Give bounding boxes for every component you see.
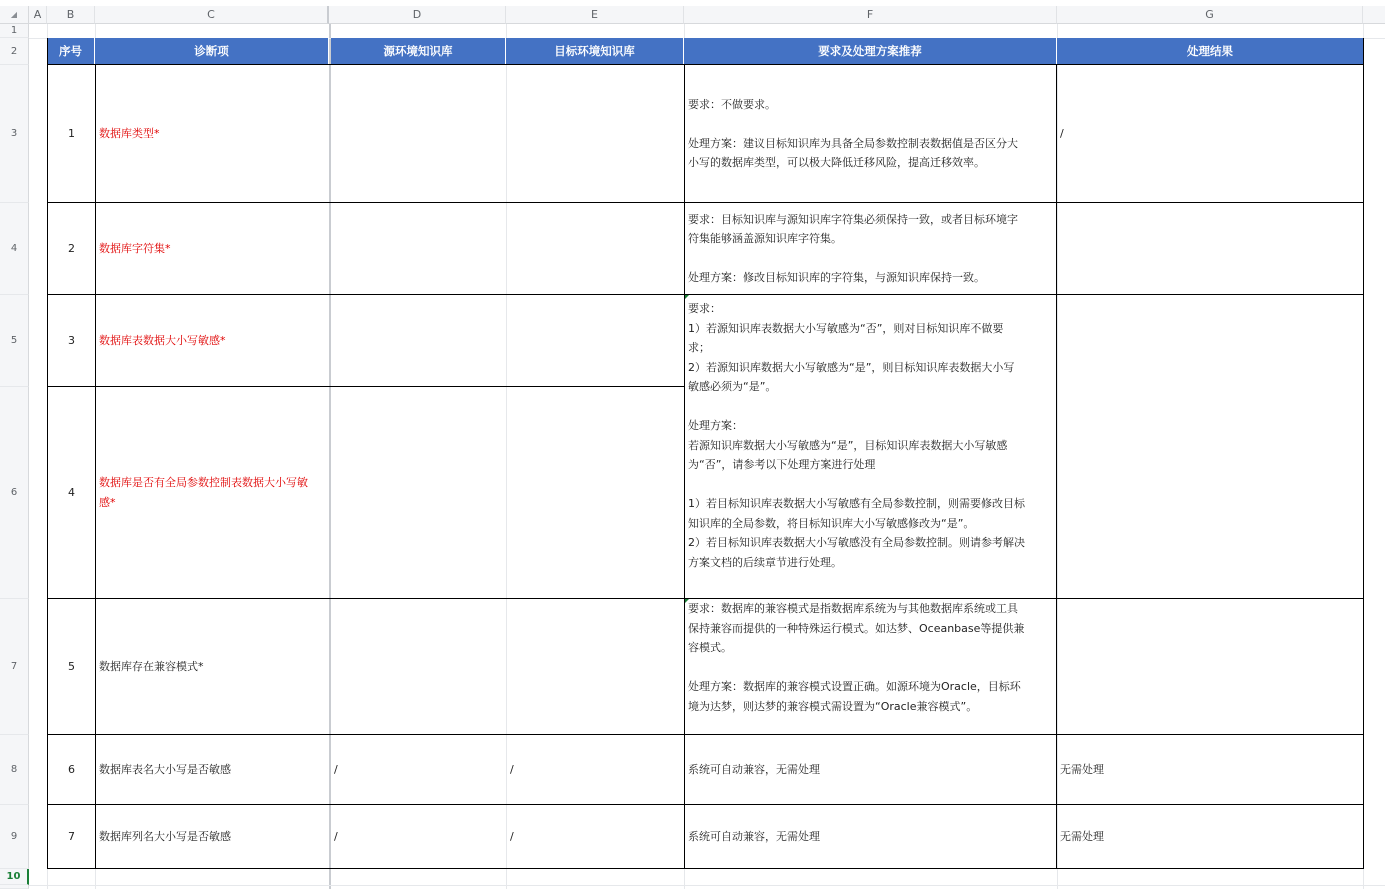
cell-seq-5[interactable]: 5 (68, 659, 75, 673)
header-requirement: 要求及处理方案推荐 (684, 38, 1057, 64)
cell-seq-7[interactable]: 7 (68, 829, 75, 843)
row-header-8[interactable]: 8 (0, 735, 29, 805)
row-header-11 (0, 885, 29, 889)
cell-requirement-6[interactable]: 系统可自动兼容，无需处理 (688, 762, 820, 776)
cell-source-6[interactable]: / (334, 762, 338, 776)
row-header-2[interactable]: 2 (0, 38, 29, 65)
cell-item-2[interactable]: 数据库字符集* (99, 241, 171, 255)
header-result: 处理结果 (1057, 38, 1363, 64)
cell-target-4[interactable] (507, 387, 684, 598)
cell-seq-2[interactable]: 2 (68, 241, 75, 255)
cell-source-7[interactable]: / (334, 829, 338, 843)
cell-source-1[interactable] (331, 65, 506, 202)
cell-requirement-2[interactable]: 要求：目标知识库与源知识库字符集必须保持一致，或者目标环境字 符集能够涵盖源知识库字符集。 处理方案：修改目标知识库的字符集，与源知识库保持一致。 (688, 212, 1018, 284)
cell-source-4[interactable] (331, 387, 506, 598)
row-header-7[interactable]: 7 (0, 599, 29, 735)
cell-item-4[interactable]: 数据库是否有全局参数控制表数据大小写敏 感* (99, 476, 308, 509)
grid-line (29, 885, 1385, 886)
cell-target-1[interactable] (507, 65, 684, 202)
col-header-a[interactable]: A (29, 6, 47, 24)
cell-result-5[interactable] (1057, 599, 1363, 734)
cell-item-7[interactable]: 数据库列名大小写是否敏感 (99, 829, 231, 843)
row-header-6[interactable]: 6 (0, 387, 29, 599)
col-header-f[interactable]: F (684, 6, 1057, 24)
cell-requirement-3-4[interactable]: 要求： 1）若源知识库表数据大小写敏感为“否”，则对目标知识库不做要 求； 2）若源知识库数据大小写敏感为“是”，则目标知识库表数据大小写 敏感必须为“是”。 处理方案： 若源知识库数据大小写敏感为“是”，目标知识库表数据大小写敏感 为“否”，请参考以下处理方案进行处理 1）若目标知识库表数据大小写敏感有全局参数控制，则需要修改目标 知识库的全局参数，将目标知识库大小写敏感修改为“是”。 2）若目标知识库表数据大小写敏感没有全局参数控制。则请参考解决 方案文档的后续章节进行处理。 (688, 302, 1025, 569)
col-header-e[interactable]: E (506, 6, 684, 24)
cell-result-2[interactable] (1057, 203, 1363, 294)
cell-item-3[interactable]: 数据库表数据大小写敏感* (99, 333, 226, 347)
row-header-4[interactable]: 4 (0, 203, 29, 295)
table-border (47, 868, 1364, 869)
cell-item-1[interactable]: 数据库类型* (99, 126, 160, 140)
col-header-d[interactable]: D (329, 6, 506, 24)
col-header-c[interactable]: C (95, 6, 329, 24)
cell-seq-6[interactable]: 6 (68, 762, 75, 776)
cell-target-6[interactable]: / (510, 762, 514, 776)
header-seq: 序号 (47, 38, 95, 64)
row-header-5[interactable]: 5 (0, 295, 29, 387)
cell-result-6[interactable]: 无需处理 (1060, 762, 1104, 776)
cell-result-7[interactable]: 无需处理 (1060, 829, 1104, 843)
select-all-corner[interactable]: ◢ (0, 6, 29, 24)
cell-source-3[interactable] (331, 295, 506, 386)
col-header-g[interactable]: G (1057, 6, 1363, 24)
cell-result-3-4[interactable] (1057, 295, 1363, 598)
row-header-1[interactable]: 1 (0, 24, 29, 38)
cell-seq-4[interactable]: 4 (68, 485, 75, 499)
row-header-3[interactable]: 3 (0, 65, 29, 203)
cell-item-6[interactable]: 数据库表名大小写是否敏感 (99, 762, 231, 776)
row-header-9[interactable]: 9 (0, 805, 29, 869)
header-source-kb: 源环境知识库 (331, 38, 506, 64)
cell-item-5[interactable]: 数据库存在兼容模式* (99, 659, 204, 673)
header-target-kb: 目标环境知识库 (506, 38, 684, 64)
cell-seq-1[interactable]: 1 (68, 126, 75, 140)
col-header-b[interactable]: B (47, 6, 95, 24)
cell-target-7[interactable]: / (510, 829, 514, 843)
header-item: 诊断项 (95, 38, 329, 64)
cell-target-3[interactable] (507, 295, 684, 386)
row-header-10[interactable]: 10 (0, 869, 29, 885)
cell-result-1[interactable]: / (1060, 126, 1064, 140)
table-border (1363, 38, 1364, 869)
cell-requirement-5[interactable]: 要求：数据库的兼容模式是指数据库系统为与其他数据库系统或工具 保持兼容而提供的一种特殊运行模式。如达梦、Oceanbase等提供兼 容模式。 处理方案：数据库的兼容模式设置正确。如源环境为Oracle，目标环 境为达梦，则达梦的兼容模式需设置为“Oracle兼容模式”。 (688, 602, 1025, 713)
cell-source-2[interactable] (331, 203, 506, 294)
cell-target-2[interactable] (507, 203, 684, 294)
cell-requirement-7[interactable]: 系统可自动兼容，无需处理 (688, 829, 820, 843)
cell-source-5[interactable] (331, 599, 506, 734)
col-header-blank (1363, 6, 1385, 24)
cell-target-5[interactable] (507, 599, 684, 734)
cell-requirement-1[interactable]: 要求：不做要求。 处理方案：建议目标知识库为具备全局参数控制表数据值是否区分大 小写的数据库类型，可以极大降低迁移风险，提高迁移效率。 (688, 97, 1018, 169)
cell-seq-3[interactable]: 3 (68, 333, 75, 347)
